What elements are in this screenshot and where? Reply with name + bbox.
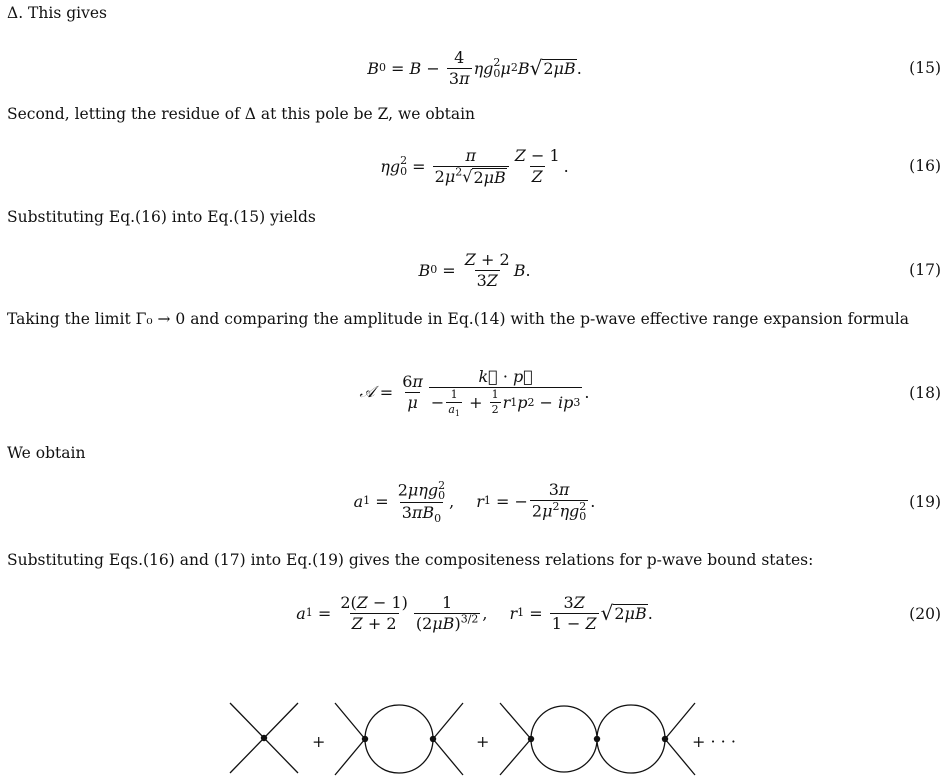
one-loop-diagram bbox=[335, 703, 463, 775]
equation-19 bbox=[0, 476, 949, 526]
equation-19-number: (19) bbox=[909, 493, 941, 511]
propagator-line bbox=[335, 739, 365, 775]
equation-15-number: (15) bbox=[909, 59, 941, 77]
loop-bubble bbox=[597, 705, 665, 773]
equation-16-number: (16) bbox=[909, 157, 941, 175]
vertex-dot bbox=[430, 736, 436, 742]
vertex-dot bbox=[594, 736, 600, 742]
equation-15-body: B 0 = B − $\frac{4}{3\pi}$ ηg 2 0 μ 2 B √ 2μB . bbox=[367, 47, 582, 88]
propagator-line bbox=[433, 703, 463, 739]
paragraph-substituting-16-15: Substituting Eq.(16) into Eq.(15) yields bbox=[7, 208, 316, 226]
loop-bubble bbox=[531, 706, 597, 772]
propagator-line bbox=[433, 739, 463, 775]
paragraph-we-obtain: We obtain bbox=[7, 444, 86, 462]
paragraph-limit-gamma: Taking the limit Γ₀ → 0 and comparing the amplitude in Eq.(14) with the p-wave effective range expansion formula bbox=[7, 310, 909, 328]
equation-20-body: a 1 = $\frac{2(Z - 1)}{Z + 2}$ $\frac{1}{(2\mu B)^{3/2}}$ , r 1 = $\frac{3Z}{1 - Z}$ √ 2μB . bbox=[296, 592, 653, 633]
propagator-line bbox=[500, 703, 531, 739]
equation-19-body: a 1 = 2μηg 2 0 $3\pi B_0$ , r 1 = − 3π $2\mu^2\eta g$ 2 0 . bbox=[353, 478, 596, 525]
propagator-line bbox=[500, 739, 531, 775]
vertex-dot bbox=[528, 736, 534, 742]
paragraph-delta-gives: Δ. This gives bbox=[7, 4, 107, 22]
equation-17-number: (17) bbox=[909, 261, 941, 279]
loop-bubble bbox=[365, 705, 433, 773]
equation-16 bbox=[0, 142, 949, 190]
equation-18-number: (18) bbox=[909, 384, 941, 402]
propagator-line bbox=[665, 703, 695, 739]
plus-sign: + bbox=[476, 732, 490, 751]
equation-20 bbox=[0, 588, 949, 638]
plus-sign: + bbox=[312, 732, 326, 751]
paragraph-compositeness: Substituting Eqs.(16) and (17) into Eq.(19) gives the compositeness relations for p-wave bound states: bbox=[7, 551, 814, 569]
equation-20-number: (20) bbox=[909, 605, 941, 623]
propagator-line bbox=[665, 739, 695, 775]
equation-17-body: B 0 = $\frac{Z + 2}{3Z}$ B . bbox=[418, 249, 531, 290]
vertex-dot bbox=[362, 736, 368, 742]
propagator-line bbox=[335, 703, 365, 739]
equation-18 bbox=[0, 364, 949, 420]
vertex-dot bbox=[261, 735, 267, 741]
equation-18-body: 𝒜 = $\frac{6\pi}{\mu}$ k⃗ · p⃗ − $\frac{1}{a_1}$ + $\frac{1}{2}$ r 1 p 2 − ip 3 . bbox=[359, 367, 590, 419]
feynman-diagram-series bbox=[0, 695, 949, 781]
equation-15 bbox=[0, 46, 949, 90]
equation-16-body: ηg 2 0 = π $2\mu^2$ √ 2μB $\frac{Z - 1}{Z}$ . bbox=[380, 145, 569, 187]
equation-17 bbox=[0, 247, 949, 293]
vertex-dot bbox=[662, 736, 668, 742]
paragraph-residue: Second, letting the residue of Δ at this pole be Z, we obtain bbox=[7, 105, 476, 123]
plus-ellipsis: + · · · bbox=[692, 732, 736, 751]
